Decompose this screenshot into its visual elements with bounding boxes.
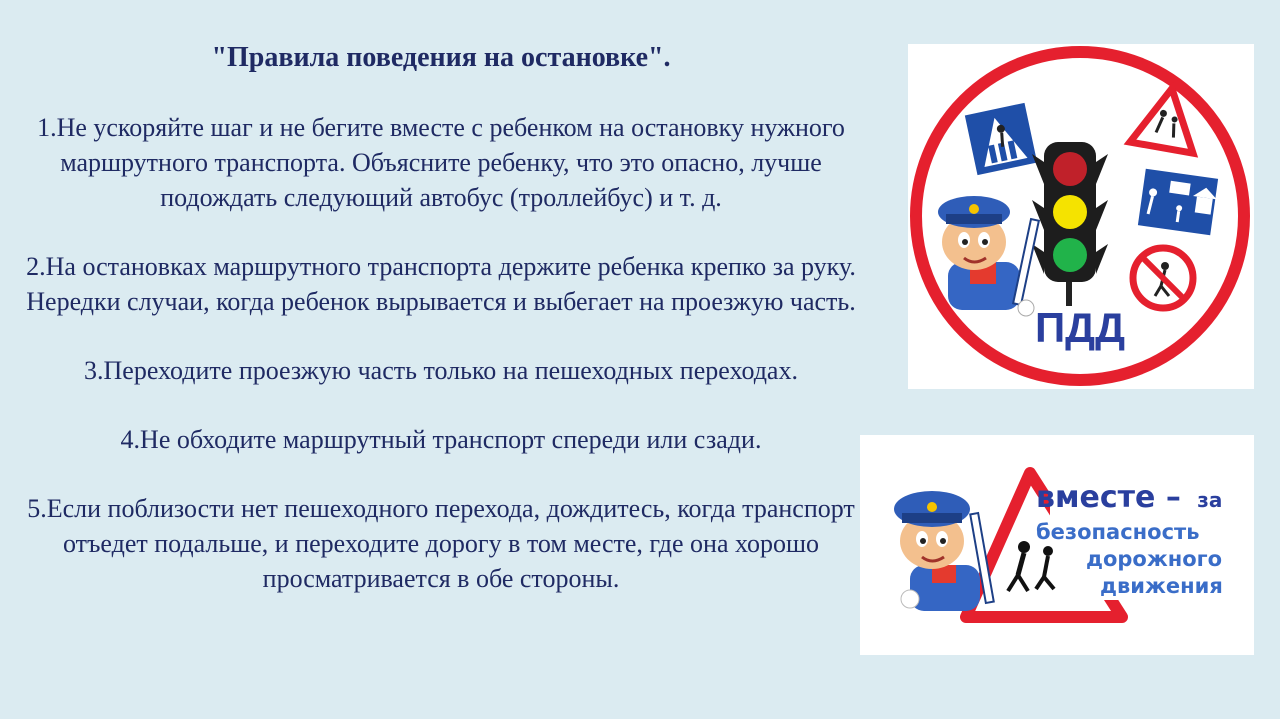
pedestrian-zone-sign-icon — [1136, 167, 1220, 237]
rule-1: 1.Не ускоряйте шаг и не бегите вместе с ребенком на остановку нужного маршрутного транспорта. Объясните ребенку, что это опасно, лучше подождать следующий автобус (троллейбус) и т. д. — [37, 113, 845, 212]
rule-2: 2.На остановках маршрутного транспорта держите ребенка крепко за руку. Нередки случаи, когда ребенок вырывается и выбегает на проезжую часть. — [26, 252, 856, 316]
pdd-circle-sign-icon — [908, 44, 1254, 389]
road-safety-banner-icon — [860, 435, 1254, 655]
banner-line1-small: за — [1197, 488, 1223, 512]
pdd-illustration — [908, 44, 1254, 389]
slide-title: "Правила поведения на остановке". — [211, 42, 671, 73]
rule-3: 3.Переходите проезжую часть только на пешеходных переходах. — [84, 356, 798, 385]
running-children-icon — [1008, 541, 1054, 591]
rules-text-block — [24, 40, 858, 596]
together-for-safety-illustration — [860, 435, 1254, 655]
banner-line4: движения — [1100, 574, 1223, 598]
rule-5: 5.Если поблизости нет пешеходного перехода, дождитесь, когда транспорт отъедет подальше, и переходите дорогу в том месте, где она хорошо просматривается в обе стороны. — [27, 494, 855, 593]
banner-line2: безопасность — [1036, 520, 1200, 544]
pdd-label: ПДД — [1034, 304, 1126, 351]
rule-4: 4.Не обходите маршрутный транспорт спереди или сзади. — [120, 425, 762, 454]
banner-line1: вместе – — [1036, 480, 1181, 515]
banner-line3: дорожного — [1086, 547, 1223, 571]
traffic-officer-cartoon-icon — [894, 491, 994, 611]
pedestrian-crossing-sign-icon — [963, 101, 1039, 177]
no-pedestrians-sign-icon — [1133, 248, 1193, 308]
